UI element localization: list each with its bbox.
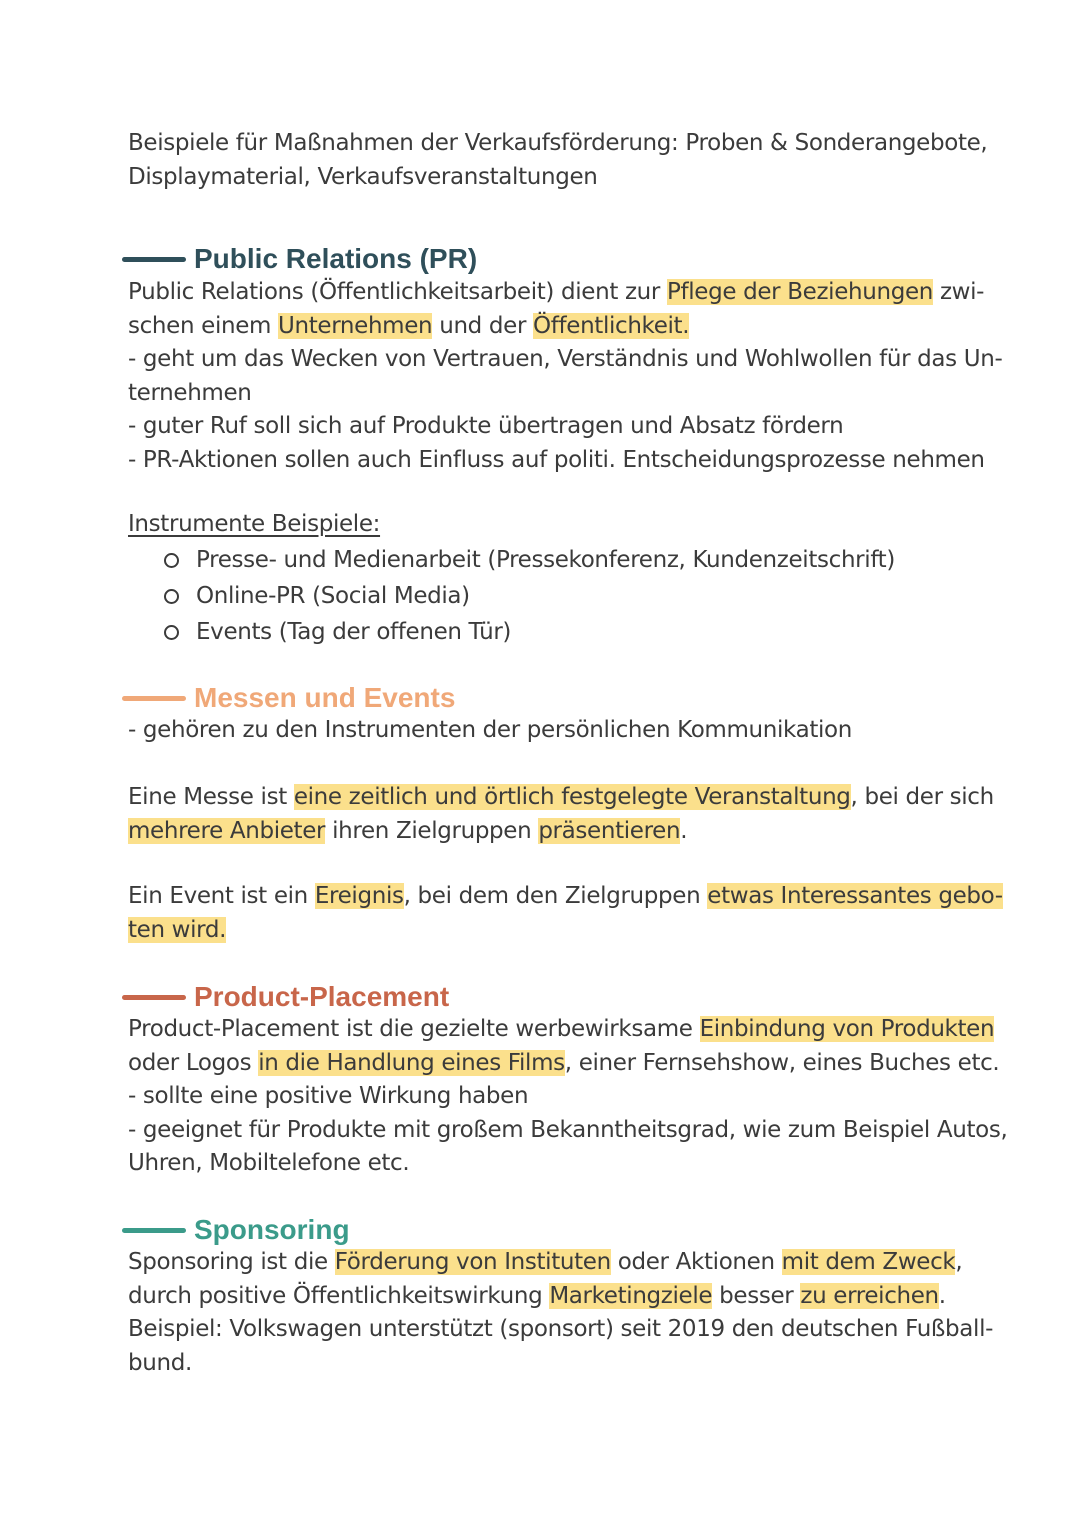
text-segment: , einer Fernsehshow, eines Buches etc. — [564, 1049, 1000, 1076]
text-line — [128, 444, 985, 478]
text-segment: Public Relations (Öffentlichkeitsarbeit) dient zur — [128, 279, 667, 305]
text-line — [128, 1347, 958, 1381]
text-segment: Displaymaterial, Verkaufsveranstaltungen — [128, 163, 598, 190]
messen-heading-dash — [122, 696, 186, 701]
instrumente-list — [164, 542, 895, 650]
intro-paragraph — [128, 127, 988, 194]
highlighted-text: etwas Interessantes gebo- — [707, 883, 1003, 909]
text-segment: ihren Zielgruppen — [325, 817, 539, 844]
list-item-text: Online-PR (Social Media) — [196, 583, 470, 609]
text-segment: - PR-Aktionen sollen auch Einfluss auf politi. Entscheidungsprozesse nehmen — [128, 446, 985, 473]
sponsoring-heading-text: Sponsoring — [194, 1214, 350, 1245]
text-segment: Sponsoring ist die — [128, 1249, 335, 1275]
text-segment: oder Aktionen — [610, 1249, 782, 1275]
messen-heading — [122, 681, 455, 715]
highlighted-text: präsentieren — [538, 817, 681, 844]
text-line — [128, 880, 1003, 914]
instrumente-label: Instrumente Beispiele: — [128, 511, 381, 537]
pr-heading — [122, 242, 477, 276]
text-line — [128, 1047, 1000, 1081]
text-segment: Uhren, Mobiltelefone etc. — [128, 1150, 410, 1176]
highlighted-text: Ereignis — [314, 883, 404, 909]
text-segment: - gehören zu den Instrumenten der persönlichen Kommunikation — [128, 717, 853, 743]
pr-paragraph — [128, 276, 1003, 477]
text-line — [128, 1080, 958, 1114]
highlighted-text: zu erreichen — [800, 1282, 939, 1309]
highlighted-text: mit dem Zweck — [781, 1249, 956, 1275]
messe-paragraph — [128, 781, 994, 848]
text-segment: - geeignet für Produkte mit großem Bekanntheitsgrad, wie zum Beispiel Autos, — [128, 1116, 1008, 1143]
text-segment: durch positive Öffentlichkeitswirkung — [128, 1282, 550, 1309]
text-segment: Eine Messe ist — [128, 784, 294, 810]
text-segment: ternehmen — [128, 379, 252, 406]
text-line — [128, 343, 1003, 377]
text-line — [128, 276, 985, 310]
text-line — [128, 1280, 958, 1314]
bullet-circle-icon — [164, 589, 179, 604]
text-segment: Beispiel: Volkswagen unterstützt (sponsort) seit 2019 den deutschen Fußball- — [128, 1316, 994, 1342]
text-line — [128, 1013, 995, 1047]
highlighted-text: ten wird. — [128, 916, 227, 943]
highlighted-text: eine zeitlich und örtlich festgelegte Veranstaltung — [293, 784, 851, 810]
text-line — [128, 127, 988, 161]
list-item — [164, 578, 895, 614]
list-item — [164, 614, 895, 650]
text-segment: oder Logos — [128, 1049, 259, 1076]
instrumente-label-line — [128, 508, 958, 542]
text-segment: , bei der sich — [850, 784, 994, 810]
event-paragraph — [128, 880, 1003, 947]
text-line — [128, 1246, 963, 1280]
product-heading-dash — [122, 995, 186, 1000]
text-segment: , bei dem den Zielgruppen — [403, 883, 708, 909]
highlighted-text: Förderung von Instituten — [334, 1249, 611, 1275]
list-item-text: Events (Tag der offenen Tür) — [196, 619, 512, 645]
text-line — [128, 161, 958, 195]
sponsoring-heading — [122, 1213, 350, 1247]
pr-heading-text: Public Relations (PR) — [194, 243, 478, 274]
text-segment: Beispiele für Maßnahmen der Verkaufsförderung: Proben & Sonderangebote, — [128, 130, 988, 156]
text-segment: besser — [712, 1282, 801, 1309]
highlighted-text: Öffentlichkeit. — [533, 312, 690, 339]
bullet-circle-icon — [164, 625, 179, 640]
messen-heading-text: Messen und Events — [194, 682, 456, 713]
text-segment: , — [955, 1249, 963, 1275]
text-segment: - sollte eine positive Wirkung haben — [128, 1083, 529, 1109]
product-paragraph — [128, 1013, 1008, 1181]
text-segment: Ein Event ist ein — [128, 883, 315, 909]
highlighted-text: Unternehmen — [278, 312, 433, 339]
text-segment: schen einem — [128, 312, 279, 339]
text-line — [128, 1114, 1008, 1148]
text-segment: - geht um das Wecken von Vertrauen, Verständnis und Wohlwollen für das Un- — [128, 346, 1003, 372]
text-line — [128, 914, 958, 948]
text-segment: bund. — [128, 1349, 192, 1376]
highlighted-text: mehrere Anbieter — [128, 817, 326, 844]
sponsoring-heading-dash — [122, 1228, 186, 1233]
bullet-circle-icon — [164, 553, 179, 568]
text-segment: zwi- — [932, 279, 985, 305]
highlighted-text: Pflege der Beziehungen — [666, 279, 933, 305]
highlighted-text: Einbindung von Produkten — [699, 1016, 995, 1042]
text-segment: . — [938, 1282, 946, 1309]
sponsoring-paragraph — [128, 1246, 994, 1380]
text-line — [128, 781, 994, 815]
text-line — [128, 377, 958, 411]
pr-heading-dash — [122, 257, 186, 262]
text-line — [128, 410, 958, 444]
product-heading-text: Product-Placement — [194, 981, 450, 1012]
text-line — [128, 1313, 994, 1347]
product-heading — [122, 980, 449, 1014]
highlighted-text: Marketingziele — [549, 1282, 713, 1309]
text-segment: - guter Ruf soll sich auf Produkte übertragen und Absatz fördern — [128, 413, 844, 439]
text-line — [128, 1147, 958, 1181]
text-line — [128, 310, 958, 344]
text-segment: Product-Placement ist die gezielte werbewirksame — [128, 1016, 700, 1042]
text-segment: . — [680, 817, 688, 844]
highlighted-text: in die Handlung eines Films — [258, 1049, 565, 1076]
text-segment: und der — [432, 312, 534, 339]
messen-intro — [128, 714, 958, 748]
list-item — [164, 542, 895, 578]
list-item-text: Presse- und Medienarbeit (Pressekonferenz, Kundenzeitschrift) — [196, 547, 895, 573]
text-line — [128, 815, 958, 849]
text-line — [128, 714, 958, 748]
